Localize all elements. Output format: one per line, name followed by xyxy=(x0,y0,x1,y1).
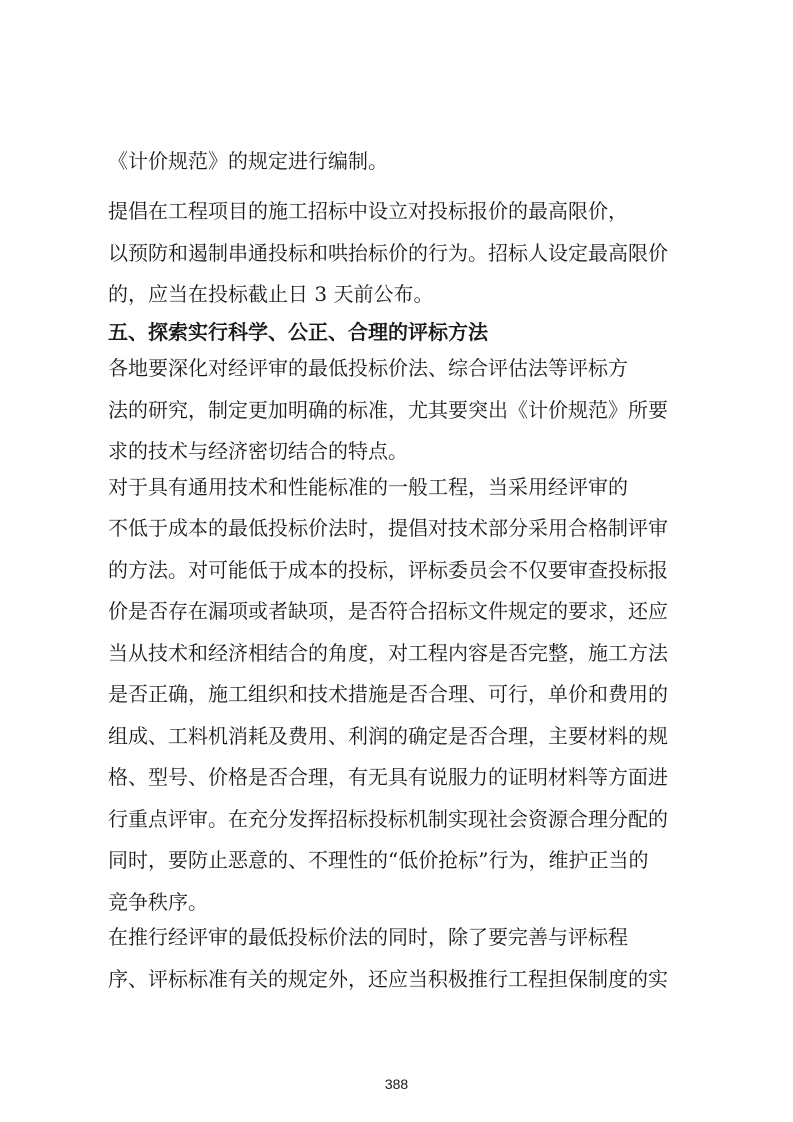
text-line: 是否正确，施工组织和技术措施是否合理、可行，单价和费用的 xyxy=(108,682,668,706)
text-line: 格、型号、价格是否合理，有无具有说服力的证明材料等方面进 xyxy=(108,765,668,789)
text-line: 提倡在工程项目的施工招标中设立对投标报价的最高限价， xyxy=(108,199,628,223)
text-line: 行重点评审。在充分发挥招标投标机制实现社会资源合理分配的 xyxy=(108,807,668,831)
section-heading: 五、探索实行科学、公正、合理的评标方法 xyxy=(108,320,488,344)
text-line: 各地要深化对经评审的最低投标价法、综合评估法等评标方 xyxy=(108,356,628,380)
text-line: 序、评标标准有关的规定外，还应当积极推行工程担保制度的实 xyxy=(108,967,668,991)
page-number: 388 xyxy=(384,1076,409,1092)
text-line: 求的技术与经济密切结合的特点。 xyxy=(108,439,408,463)
text-line: 以预防和遏制串通投标和哄抬标价的行为。招标人设定最高限价 xyxy=(108,241,668,265)
text-line: 的方法。对可能低于成本的投标，评标委员会不仅要审查投标报 xyxy=(108,558,668,582)
text-line: 同时，要防止恶意的、不理性的“低价抢标”行为，维护正当的 xyxy=(108,848,649,872)
text-line: 《计价规范》的规定进行编制。 xyxy=(108,149,388,173)
text-line: 不低于成本的最低投标价法时，提倡对技术部分采用合格制评审 xyxy=(108,516,668,540)
text-line: 当从技术和经济相结合的角度，对工程内容是否完整，施工方法 xyxy=(108,641,668,665)
text-line: 价是否存在漏项或者缺项，是否符合招标文件规定的要求，还应 xyxy=(108,599,668,623)
text-line: 在推行经评审的最低投标价法的同时，除了要完善与评标程 xyxy=(108,925,628,949)
text-line: 对于具有通用技术和性能标准的一般工程，当采用经评审的 xyxy=(108,475,628,499)
text-line: 组成、工料机消耗及费用、利润的确定是否合理，主要材料的规 xyxy=(108,724,668,748)
text-line: 的，应当在投标截止日 3 天前公布。 xyxy=(108,282,434,306)
text-line: 竞争秩序。 xyxy=(108,890,208,914)
text-line: 法的研究，制定更加明确的标准，尤其要突出《计价规范》所要 xyxy=(108,398,668,422)
